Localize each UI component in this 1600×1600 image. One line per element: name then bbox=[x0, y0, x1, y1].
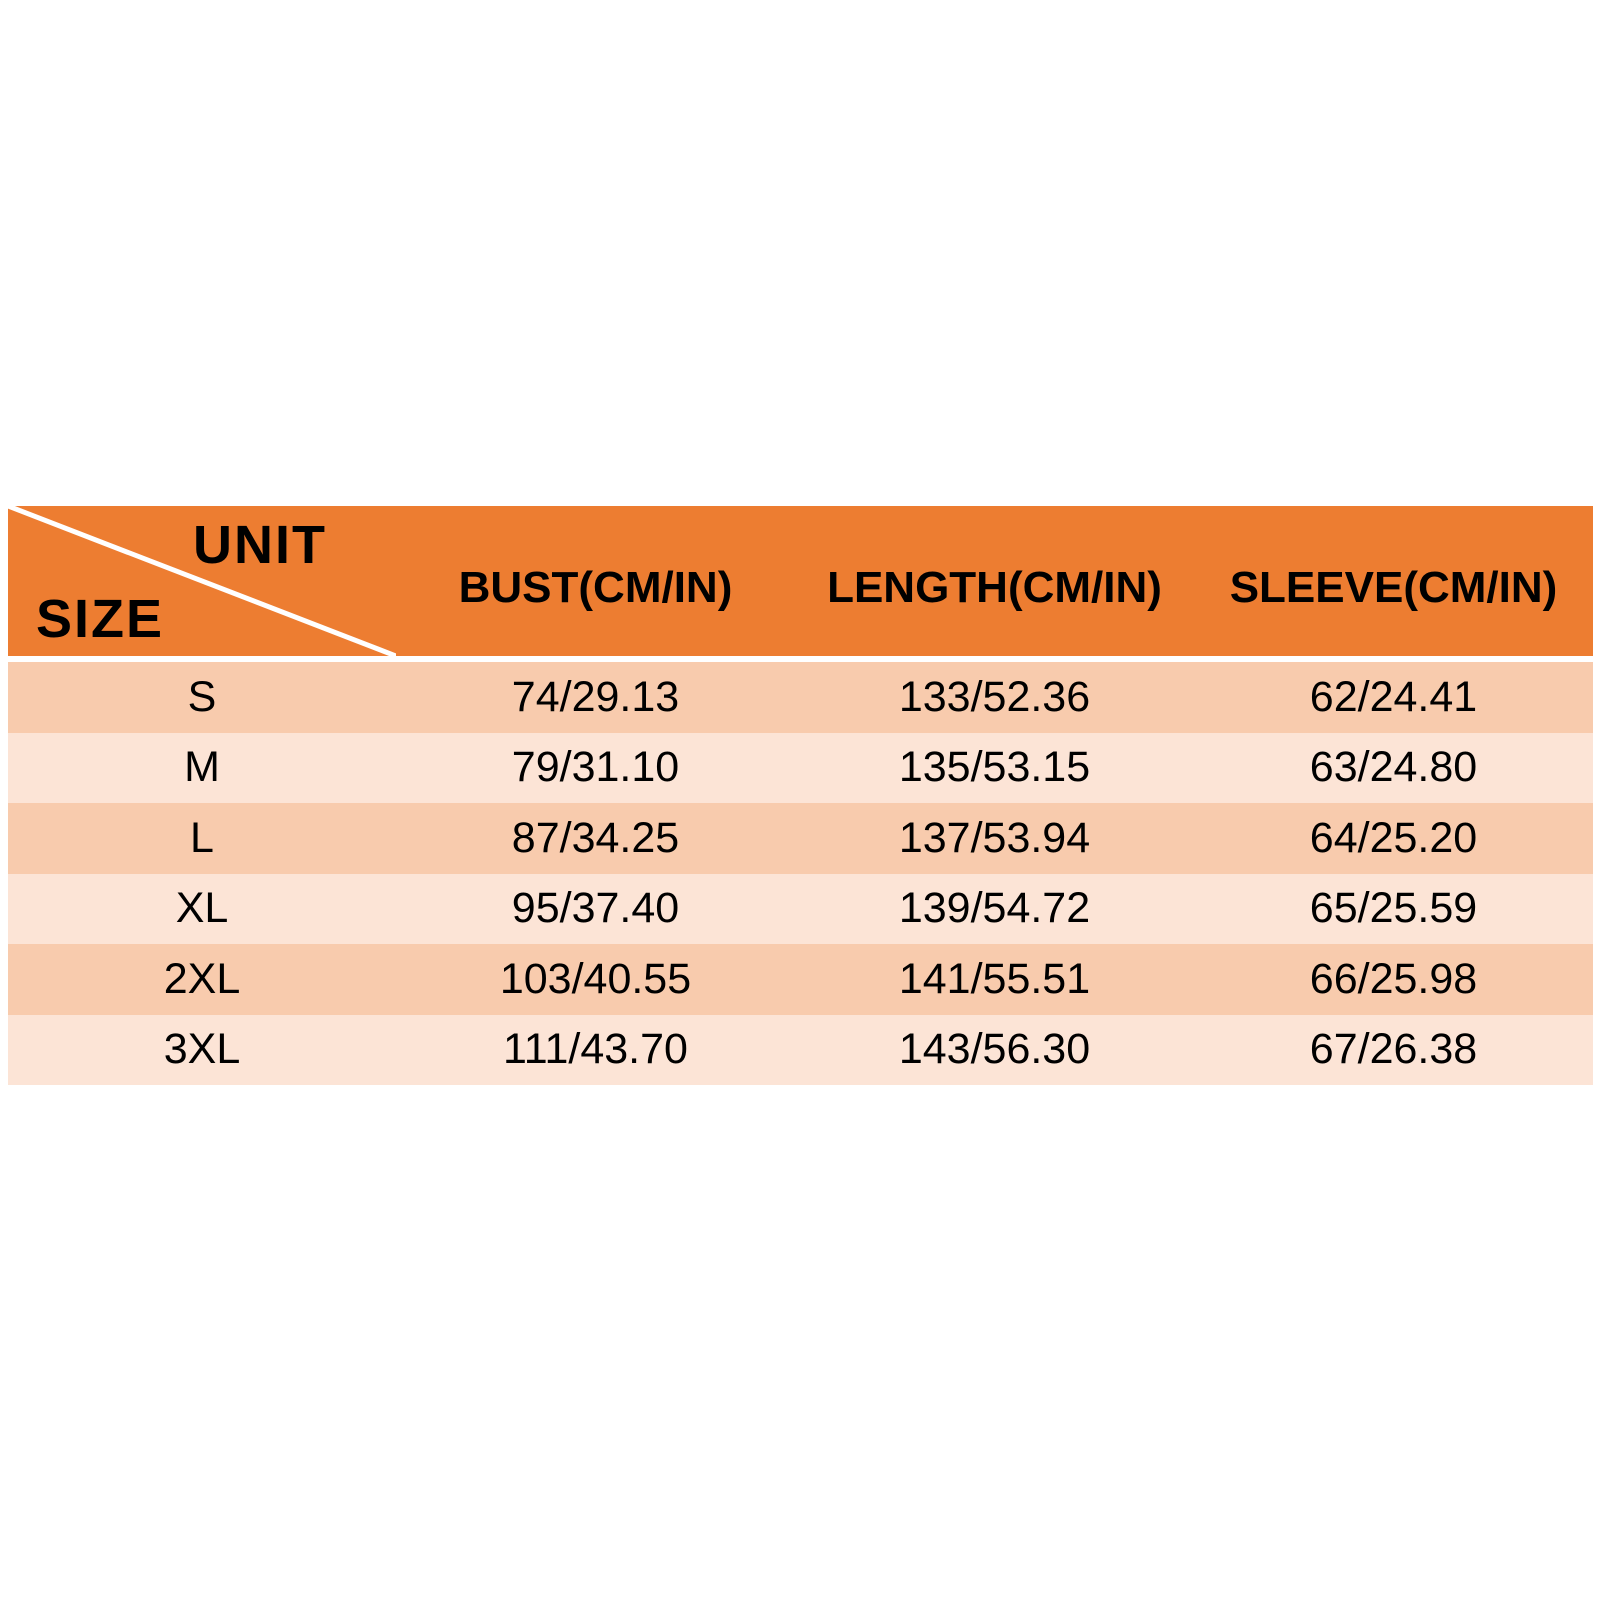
corner-unit-label: UNIT bbox=[193, 515, 327, 575]
length-cell: 143/56.30 bbox=[898, 1025, 1091, 1074]
sleeve-cell: 65/25.59 bbox=[1309, 884, 1478, 933]
column-header-sleeve: SLEEVE(CM/IN) bbox=[1229, 563, 1558, 612]
column-header-length: LENGTH(CM/IN) bbox=[827, 563, 1162, 612]
table-header-row bbox=[8, 506, 1593, 656]
length-cell: 135/53.15 bbox=[898, 743, 1091, 792]
corner-size-label: SIZE bbox=[36, 589, 165, 649]
bust-cell: 95/37.40 bbox=[511, 884, 680, 933]
size-cell: XL bbox=[175, 884, 229, 933]
sleeve-cell: 64/25.20 bbox=[1309, 813, 1478, 862]
size-chart-table bbox=[8, 506, 1593, 1085]
length-cell: 141/55.51 bbox=[898, 954, 1091, 1003]
bust-cell: 79/31.10 bbox=[511, 743, 680, 792]
column-header-bust: BUST(CM/IN) bbox=[458, 563, 733, 612]
bust-cell: 111/43.70 bbox=[503, 1025, 688, 1074]
table-row bbox=[8, 803, 1593, 874]
size-cell: L bbox=[190, 813, 214, 862]
size-cell: 2XL bbox=[163, 954, 241, 1003]
sleeve-cell: 62/24.41 bbox=[1309, 672, 1478, 721]
bust-cell: 74/29.13 bbox=[511, 672, 680, 721]
bust-cell: 103/40.55 bbox=[499, 954, 692, 1003]
bust-cell: 87/34.25 bbox=[511, 813, 680, 862]
sleeve-cell: 66/25.98 bbox=[1309, 954, 1478, 1003]
table-row bbox=[8, 662, 1593, 733]
table-body bbox=[8, 662, 1593, 1085]
length-cell: 133/52.36 bbox=[898, 672, 1091, 721]
size-cell: S bbox=[187, 672, 217, 721]
length-cell: 139/54.72 bbox=[898, 884, 1091, 933]
table-row bbox=[8, 1015, 1593, 1086]
corner-cell bbox=[8, 506, 396, 656]
table-row bbox=[8, 944, 1593, 1015]
size-cell: M bbox=[184, 743, 220, 792]
size-cell: 3XL bbox=[163, 1025, 241, 1074]
table-row bbox=[8, 733, 1593, 804]
length-cell: 137/53.94 bbox=[898, 813, 1091, 862]
sleeve-cell: 67/26.38 bbox=[1309, 1025, 1478, 1074]
table-row bbox=[8, 874, 1593, 945]
sleeve-cell: 63/24.80 bbox=[1309, 743, 1478, 792]
